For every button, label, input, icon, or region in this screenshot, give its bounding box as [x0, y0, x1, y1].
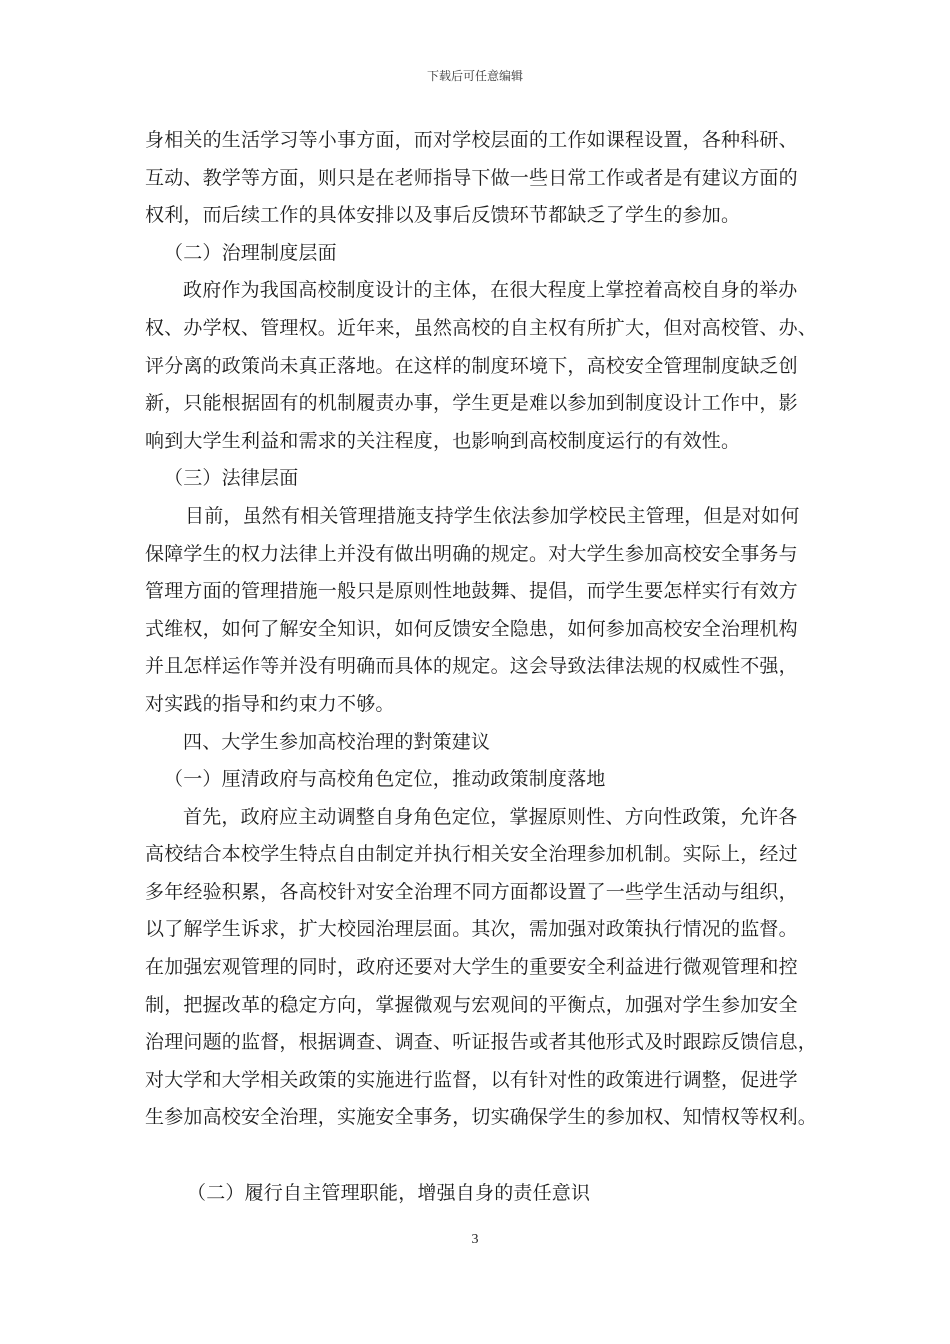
paragraph-line: 高校结合本校学生特点自由制定并执行相关安全治理参加机制。实际上，经过 [145, 843, 798, 866]
paragraph-line: 响到大学生利益和需求的关注程度，也影响到高校制度运行的有效性。 [145, 429, 741, 452]
section-heading: （三）法律层面 [164, 467, 299, 490]
paragraph-line: 首先，政府应主动调整自身角色定位，掌握原则性、方向性政策，允许各 [183, 805, 798, 828]
section-heading: （二）履行自主管理职能，增强自身的责任意识 [187, 1181, 591, 1204]
chapter-heading: 四、大学生参加高校治理的對策建议 [183, 730, 491, 753]
paragraph-line: 式维权，如何了解安全知识，如何反馈安全隐患，如何参加高校安全治理机构 [145, 617, 798, 640]
document-body [145, 122, 818, 1212]
paragraph-line: 身相关的生活学习等小事方面，而对学校层面的工作如课程设置，各种科研、 [145, 129, 798, 151]
page-header: 下载后可任意编辑 [426, 69, 523, 83]
paragraph-line: 政府作为我国高校制度设计的主体，在很大程度上掌控着高校自身的举办 [183, 279, 798, 302]
page-number: 3 [471, 1232, 479, 1247]
paragraph-line: 权利，而后续工作的具体安排以及事后反馈环节都缺乏了学生的参加。 [145, 204, 741, 227]
paragraph-line: 生参加高校安全治理，实施安全事务，切实确保学生的参加权、知情权等权利。 [145, 1106, 818, 1129]
section-heading: （一）厘清政府与高校角色定位，推动政策制度落地 [164, 768, 606, 791]
paragraph-line: 以了解学生诉求，扩大校园治理层面。其次，需加强对政策执行情况的监督。 [145, 918, 798, 941]
paragraph-line: 目前，虽然有相关管理措施支持学生依法参加学校民主管理，但是对如何 [185, 504, 800, 527]
paragraph-line: 对实践的指导和约束力不够。 [145, 692, 395, 715]
paragraph-line: 权、办学权、管理权。近年来，虽然高校的自主权有所扩大，但对高校管、办、 [145, 316, 818, 339]
blank-line [145, 1137, 805, 1175]
paragraph-line: 管理方面的管理措施一般只是原则性地鼓舞、提倡，而学生要怎样实行有效方 [145, 580, 798, 603]
paragraph-line: 保障学生的权力法律上并没有做出明确的规定。对大学生参加高校安全事务与 [145, 542, 798, 565]
paragraph-line: 在加强宏观管理的同时，政府还要对大学生的重要安全利益进行微观管理和控 [145, 956, 798, 979]
section-heading: （二）治理制度层面 [164, 241, 337, 264]
paragraph-line: 互动、教学等方面，则只是在老师指导下做一些日常工作或者是有建议方面的 [145, 166, 798, 189]
paragraph-line: 制，把握改革的稳定方向，掌握微观与宏观间的平衡点，加强对学生参加安全 [145, 993, 798, 1016]
paragraph-line: 评分离的政策尚未真正落地。在这样的制度环境下，高校安全管理制度缺乏创 [145, 354, 798, 377]
paragraph-line: 并且怎样运作等并没有明确而具体的规定。这会导致法律法规的权威性不强， [145, 655, 798, 678]
paragraph-line: 治理问题的监督，根据调查、调查、听证报告或者其他形式及时跟踪反馈信息， [145, 1031, 818, 1054]
paragraph-line: 对大学和大学相关政策的实施进行监督，以有针对性的政策进行调整，促进学 [145, 1068, 798, 1091]
paragraph-line: 多年经验积累，各高校针对安全治理不同方面都设置了一些学生活动与组织， [145, 880, 798, 903]
paragraph-line: 新，只能根据固有的机制履责办事，学生更是难以参加到制度设计工作中，影 [145, 392, 798, 415]
